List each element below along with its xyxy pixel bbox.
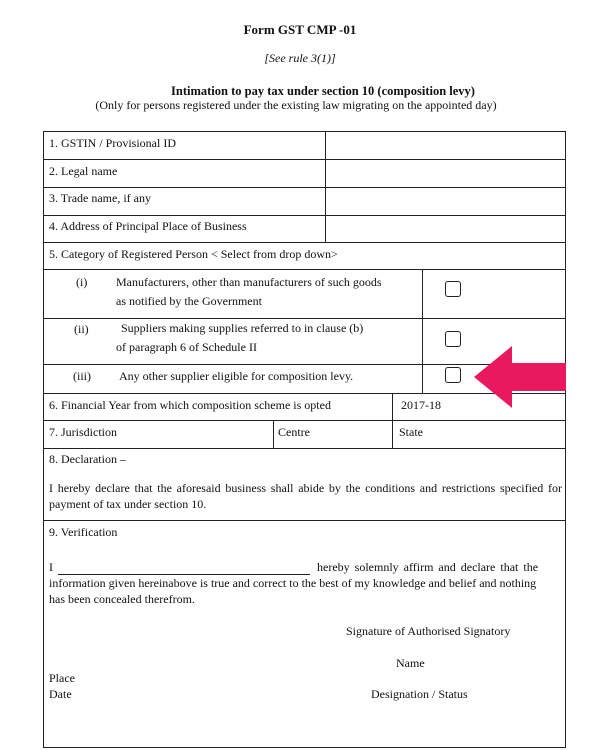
trade-name-label: 3. Trade name, if any [49,191,151,205]
trade-name-input[interactable] [326,188,564,215]
category-label[interactable]: 5. Category of Registered Person < Select from drop down> [49,247,338,261]
verification-i: I [49,560,53,574]
legal-name-input[interactable] [326,160,564,187]
gstin-label: 1. GSTIN / Provisional ID [49,136,176,150]
category-text-ii-line1: Suppliers making supplies referred to in clause (b) [121,321,364,335]
jurisdiction-label: 7. Jurisdiction [49,425,117,439]
category-checkbox-ii[interactable] [445,331,461,347]
financial-year-label: 6. Financial Year from which composition scheme is opted [49,398,331,412]
pointer-arrow-icon [474,346,566,408]
financial-year-value[interactable]: 2017-18 [401,398,441,412]
verification-line2: information given hereinabove is true and correct to the best of my knowledge and belief and nothing [49,576,537,590]
place-label: Place [49,671,75,685]
verification-line3: has been concealed therefrom. [49,592,195,606]
date-label: Date [49,687,72,701]
jurisdiction-state[interactable]: State [399,425,423,439]
category-number-ii: (ii) [74,322,89,336]
declarant-name-field[interactable] [58,560,310,575]
form-heading: Intimation to pay tax under section 10 (composition levy) [171,84,475,98]
address-label: 4. Address of Principal Place of Business [49,219,247,233]
category-checkbox-i[interactable] [445,281,461,297]
declaration-text: I hereby declare that the aforesaid business shall abide by the conditions and restrictions specified for payment of tax under section 10. [49,481,562,511]
verification-affirm: hereby solemnly affirm and declare that the [317,560,539,574]
form-subheading: (Only for persons registered under the existing law migrating on the appointed day) [95,98,497,112]
category-checkbox-iii[interactable] [445,367,461,383]
jurisdiction-centre[interactable]: Centre [278,425,310,439]
category-text-ii-line2: of paragraph 6 of Schedule II [116,340,257,354]
form-title: Form GST CMP -01 [243,22,357,37]
designation-label: Designation / Status [371,687,468,701]
legal-name-label: 2. Legal name [49,164,118,178]
verification-label: 9. Verification [49,525,118,539]
rule-reference: [See rule 3(1)] [264,51,336,65]
address-input[interactable] [326,216,564,242]
name-label: Name [396,656,425,670]
gstin-input[interactable] [326,132,564,159]
signature-label: Signature of Authorised Signatory [346,624,511,638]
pointer-arrow-shape [474,346,566,408]
category-number-i: (i) [76,275,88,289]
category-text-i-line1: Manufacturers, other than manufacturers of such goods [116,275,382,289]
declaration-label: 8. Declaration – [49,452,126,466]
category-text-iii: Any other supplier eligible for composition levy. [119,369,354,383]
category-number-iii: (iii) [73,369,91,383]
category-text-i-line2: as notified by the Government [116,294,262,308]
